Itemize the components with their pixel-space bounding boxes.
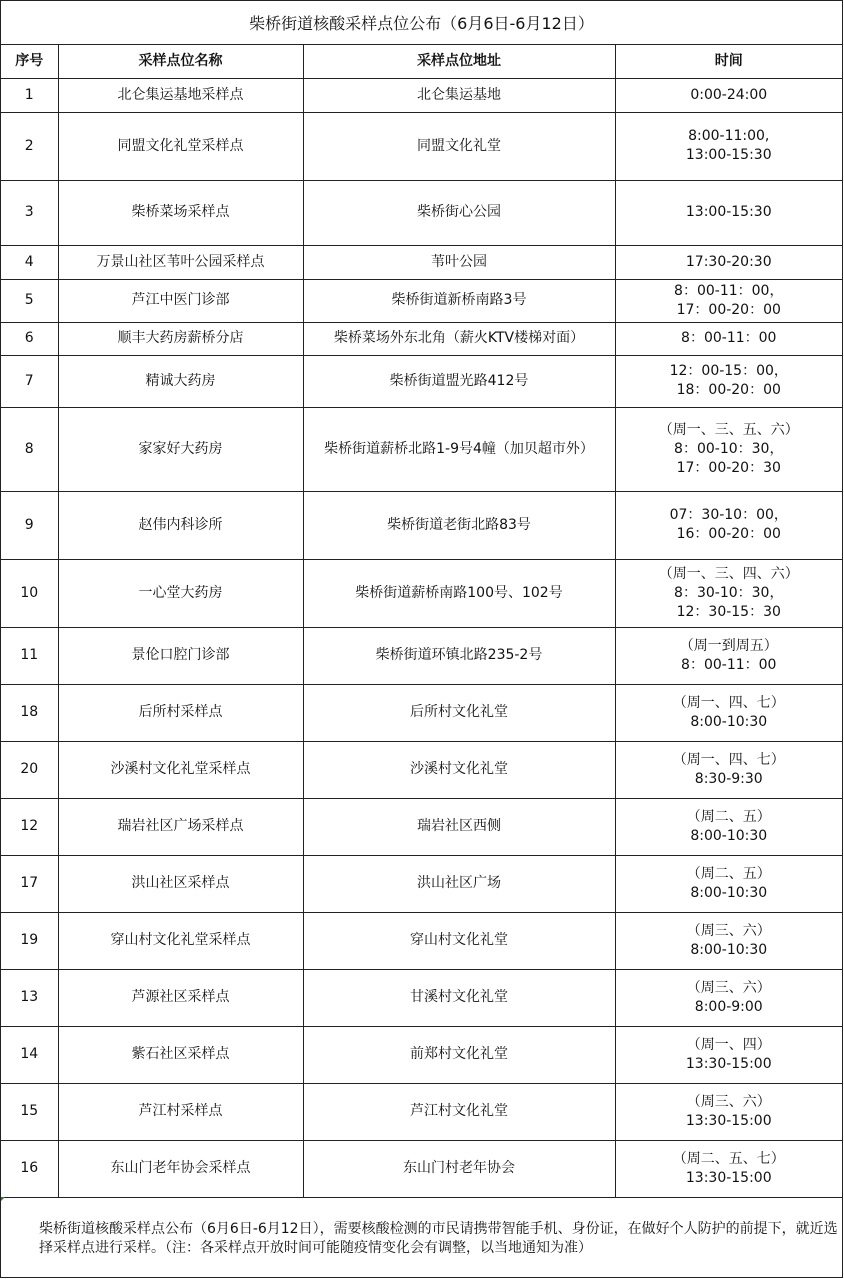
header-site-name: 采样点位名称 bbox=[58, 45, 303, 78]
site-name: 芦源社区采样点 bbox=[58, 969, 303, 1026]
site-name: 洪山社区采样点 bbox=[58, 855, 303, 912]
site-time: （周三、六） 8:00-9:00 bbox=[615, 969, 842, 1026]
site-name: 芦江中医门诊部 bbox=[58, 279, 303, 322]
table-row bbox=[1, 78, 842, 112]
table-row bbox=[1, 855, 842, 912]
site-address: 东山门村老年协会 bbox=[303, 1140, 615, 1197]
site-name: 穿山村文化礼堂采样点 bbox=[58, 912, 303, 969]
site-time: 8：00-11：00 bbox=[615, 322, 842, 355]
site-name: 瑞岩社区广场采样点 bbox=[58, 798, 303, 855]
row-index: 6 bbox=[1, 322, 58, 355]
row-index: 18 bbox=[1, 684, 58, 741]
row-index: 14 bbox=[1, 1026, 58, 1083]
site-address: 柴桥街道盟光路412号 bbox=[303, 355, 615, 407]
row-index: 2 bbox=[1, 112, 58, 180]
site-time: （周一、三、五、六） 8：00-10：30， 17：00-20：30 bbox=[615, 407, 842, 491]
site-time: （周一、四） 13:30-15:00 bbox=[615, 1026, 842, 1083]
table-row bbox=[1, 741, 842, 798]
row-index: 1 bbox=[1, 78, 58, 112]
row-index: 13 bbox=[1, 969, 58, 1026]
site-name: 芦江村采样点 bbox=[58, 1083, 303, 1140]
site-name: 后所村采样点 bbox=[58, 684, 303, 741]
sampling-sites-table bbox=[1, 45, 842, 1198]
row-index: 16 bbox=[1, 1140, 58, 1197]
table-row bbox=[1, 798, 842, 855]
table-row bbox=[1, 112, 842, 180]
page-title: 柴桥街道核酸采样点位公布（6月6日-6月12日） bbox=[1, 1, 842, 45]
site-time: 17:30-20:30 bbox=[615, 245, 842, 279]
site-time: 13:00-15:30 bbox=[615, 180, 842, 245]
row-index: 19 bbox=[1, 912, 58, 969]
site-time: （周一、四、七） 8:00-10:30 bbox=[615, 684, 842, 741]
site-name: 沙溪村文化礼堂采样点 bbox=[58, 741, 303, 798]
site-address: 柴桥街道薪桥北路1-9号4幢（加贝超市外） bbox=[303, 407, 615, 491]
site-time: 8:00-11:00, 13:00-15:30 bbox=[615, 112, 842, 180]
header-index: 序号 bbox=[1, 45, 58, 78]
site-time: （周一到周五） 8：00-11：00 bbox=[615, 627, 842, 684]
row-index: 17 bbox=[1, 855, 58, 912]
site-address: 瑞岩社区西侧 bbox=[303, 798, 615, 855]
row-index: 9 bbox=[1, 491, 58, 559]
table-row bbox=[1, 1026, 842, 1083]
site-time: （周二、五） 8:00-10:30 bbox=[615, 855, 842, 912]
table-row bbox=[1, 1083, 842, 1140]
site-name: 精诚大药房 bbox=[58, 355, 303, 407]
site-address: 柴桥街道环镇北路235-2号 bbox=[303, 627, 615, 684]
table-row bbox=[1, 559, 842, 627]
site-time: 07：30-10：00， 16：00-20：00 bbox=[615, 491, 842, 559]
table-row bbox=[1, 180, 842, 245]
site-address: 芦江村文化礼堂 bbox=[303, 1083, 615, 1140]
table-row bbox=[1, 245, 842, 279]
site-address: 沙溪村文化礼堂 bbox=[303, 741, 615, 798]
row-index: 11 bbox=[1, 627, 58, 684]
site-address: 柴桥街道新桥南路3号 bbox=[303, 279, 615, 322]
site-time: 8：00-11：00， 17：00-20：00 bbox=[615, 279, 842, 322]
site-time: 0:00-24:00 bbox=[615, 78, 842, 112]
site-address: 甘溪村文化礼堂 bbox=[303, 969, 615, 1026]
table-row bbox=[1, 1140, 842, 1197]
site-time: （周二、五、七） 13:30-15:00 bbox=[615, 1140, 842, 1197]
site-address: 后所村文化礼堂 bbox=[303, 684, 615, 741]
row-index: 8 bbox=[1, 407, 58, 491]
header-site-address: 采样点位地址 bbox=[303, 45, 615, 78]
table-row bbox=[1, 912, 842, 969]
site-address: 柴桥街心公园 bbox=[303, 180, 615, 245]
table-row bbox=[1, 491, 842, 559]
site-name: 顺丰大药房薪桥分店 bbox=[58, 322, 303, 355]
site-time: 12：00-15：00， 18：00-20：00 bbox=[615, 355, 842, 407]
site-name: 北仑集运基地采样点 bbox=[58, 78, 303, 112]
table-row bbox=[1, 684, 842, 741]
table-row bbox=[1, 355, 842, 407]
site-name: 东山门老年协会采样点 bbox=[58, 1140, 303, 1197]
site-address: 柴桥街道老街北路83号 bbox=[303, 491, 615, 559]
row-index: 3 bbox=[1, 180, 58, 245]
site-name: 紫石社区采样点 bbox=[58, 1026, 303, 1083]
site-address: 北仑集运基地 bbox=[303, 78, 615, 112]
site-name: 家家好大药房 bbox=[58, 407, 303, 491]
site-name: 一心堂大药房 bbox=[58, 559, 303, 627]
table-header-row bbox=[1, 45, 842, 78]
site-time: （周一、三、四、六） 8：30-10：30， 12：30-15：30 bbox=[615, 559, 842, 627]
site-address: 苇叶公园 bbox=[303, 245, 615, 279]
row-index: 7 bbox=[1, 355, 58, 407]
site-name: 同盟文化礼堂采样点 bbox=[58, 112, 303, 180]
header-time: 时间 bbox=[615, 45, 842, 78]
row-index: 4 bbox=[1, 245, 58, 279]
site-name: 万景山社区苇叶公园采样点 bbox=[58, 245, 303, 279]
site-address: 前郑村文化礼堂 bbox=[303, 1026, 615, 1083]
site-address: 洪山社区广场 bbox=[303, 855, 615, 912]
table-row bbox=[1, 627, 842, 684]
row-index: 5 bbox=[1, 279, 58, 322]
site-time: （周三、六） 8:00-10:30 bbox=[615, 912, 842, 969]
site-time: （周二、五） 8:00-10:30 bbox=[615, 798, 842, 855]
site-name: 柴桥菜场采样点 bbox=[58, 180, 303, 245]
site-name: 景伦口腔门诊部 bbox=[58, 627, 303, 684]
table-body bbox=[1, 78, 842, 1197]
site-address: 同盟文化礼堂 bbox=[303, 112, 615, 180]
table-row bbox=[1, 969, 842, 1026]
footer-note: 柴桥街道核酸采样点公布（6月6日-6月12日），需要核酸检测的市民请携带智能手机、身份证，在做好个人防护的前提下，就近选择采样点进行采样。（注：各采样点开放时间可能随疫情变化会有调整，以当地通知为准） bbox=[39, 1221, 838, 1256]
site-address: 柴桥街道薪桥南路100号、102号 bbox=[303, 559, 615, 627]
site-time: （周三、六） 13:30-15:00 bbox=[615, 1083, 842, 1140]
table-row bbox=[1, 279, 842, 322]
row-index: 12 bbox=[1, 798, 58, 855]
site-time: （周一、四、七） 8:30-9:30 bbox=[615, 741, 842, 798]
site-address: 穿山村文化礼堂 bbox=[303, 912, 615, 969]
row-index: 15 bbox=[1, 1083, 58, 1140]
site-name: 赵伟内科诊所 bbox=[58, 491, 303, 559]
row-index: 20 bbox=[1, 741, 58, 798]
table-row bbox=[1, 407, 842, 491]
site-address: 柴桥菜场外东北角（薪火KTV楼梯对面） bbox=[303, 322, 615, 355]
table-row bbox=[1, 322, 842, 355]
row-index: 10 bbox=[1, 559, 58, 627]
